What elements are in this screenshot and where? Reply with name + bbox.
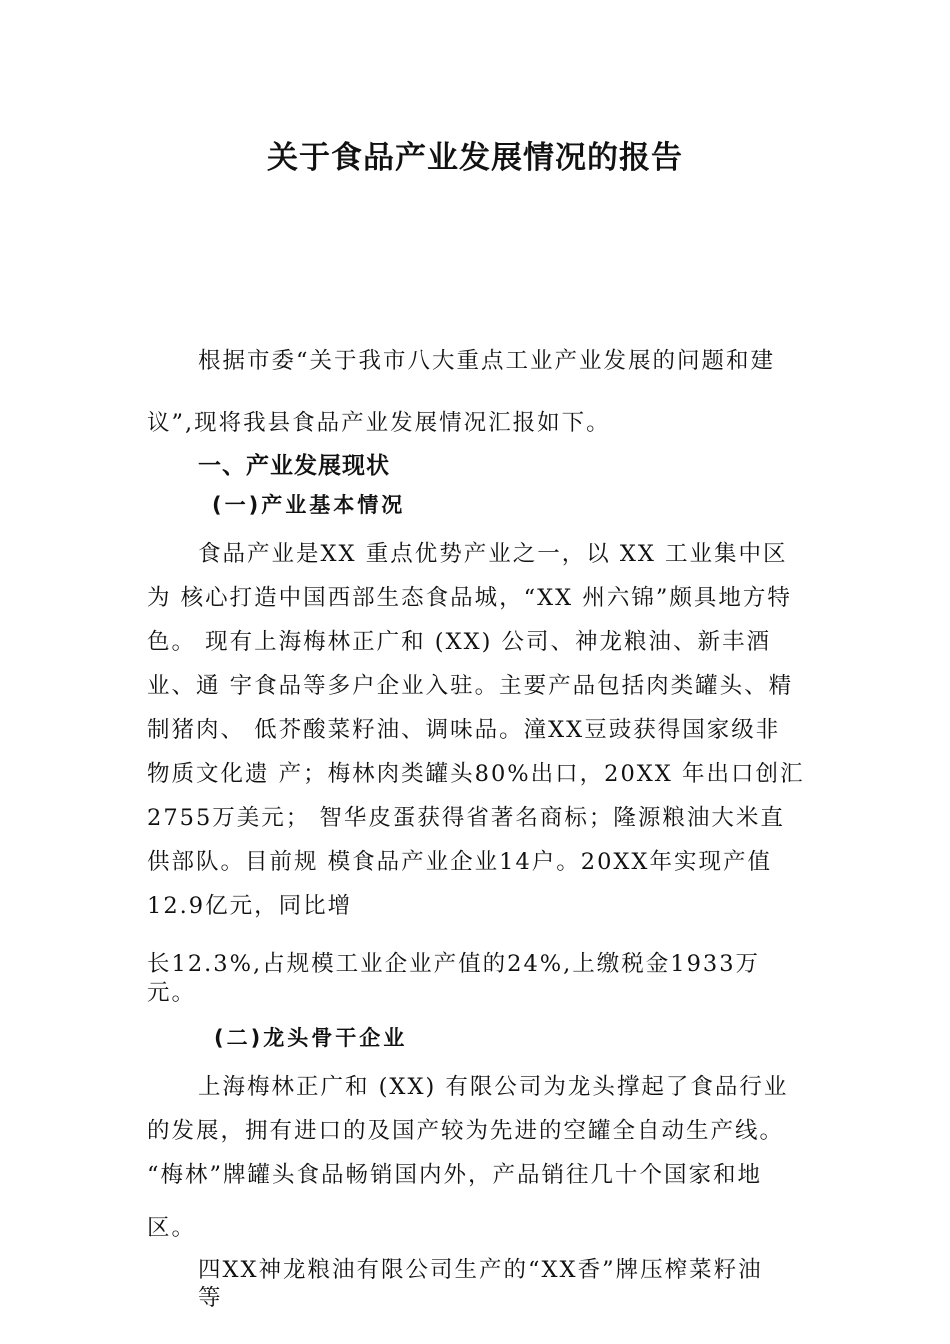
paragraph-line: 长12.3%,占规模工业企业产值的24%,上缴税金1933万 — [147, 951, 761, 977]
paragraph-line: 食品产业是XX 重点优势产业之一，以 XX 工业集中区 — [198, 541, 788, 567]
paragraph-line: 物质文化遗 产；梅林肉类罐头80%出口，20XX 年出口创汇 — [147, 761, 805, 787]
intro-line-2: 议”,现将我县食品产业发展情况汇报如下。 — [147, 410, 611, 436]
paragraph-line: 供部队。目前规 模食品产业企业14户。20XX年实现产值 — [147, 849, 772, 875]
paragraph-line: 为 核心打造中国西部生态食品城，“XX 州六锦”颇具地方特 — [147, 585, 792, 611]
paragraph-line: 等 — [198, 1285, 223, 1311]
paragraph-line: 的发展，拥有进口的及国产较为先进的空罐全自动生产线。 — [147, 1118, 785, 1144]
paragraph-line: 业、通 宇食品等多户企业入驻。主要产品包括肉类罐头、精 — [147, 673, 794, 699]
paragraph-line: 12.9亿元，同比增 — [147, 893, 353, 919]
paragraph-line: 2755万美元； 智华皮蛋获得省著名商标；隆源粮油大米直 — [147, 805, 785, 831]
intro-line-1: 根据市委“关于我市八大重点工业产业发展的问题和建 — [198, 348, 776, 374]
paragraph-line: “梅林”牌罐头食品畅销国内外，产品销往几十个国家和地 — [147, 1162, 763, 1188]
document-title: 关于食品产业发展情况的报告 — [267, 140, 683, 176]
subsection-heading-1: (一)产业基本情况 — [212, 493, 406, 517]
paragraph-line: 四XX神龙粮油有限公司生产的“XX香”牌压榨菜籽油 — [198, 1257, 763, 1283]
paragraph-line: 色。 现有上海梅林正广和 (XX) 公司、神龙粮油、新丰酒 — [147, 629, 772, 655]
paragraph-line: 区。 — [147, 1215, 197, 1241]
paragraph-line: 制猪肉、 低芥酸菜籽油、调味品。潼XX豆豉获得国家级非 — [147, 717, 781, 743]
section-heading-1: 一、产业发展现状 — [198, 453, 390, 479]
subsection-heading-2: (二)龙头骨干企业 — [214, 1026, 408, 1050]
paragraph-line: 上海梅林正广和 (XX) 有限公司为龙头撑起了食品行业 — [198, 1074, 789, 1100]
paragraph-line: 元。 — [147, 980, 197, 1006]
